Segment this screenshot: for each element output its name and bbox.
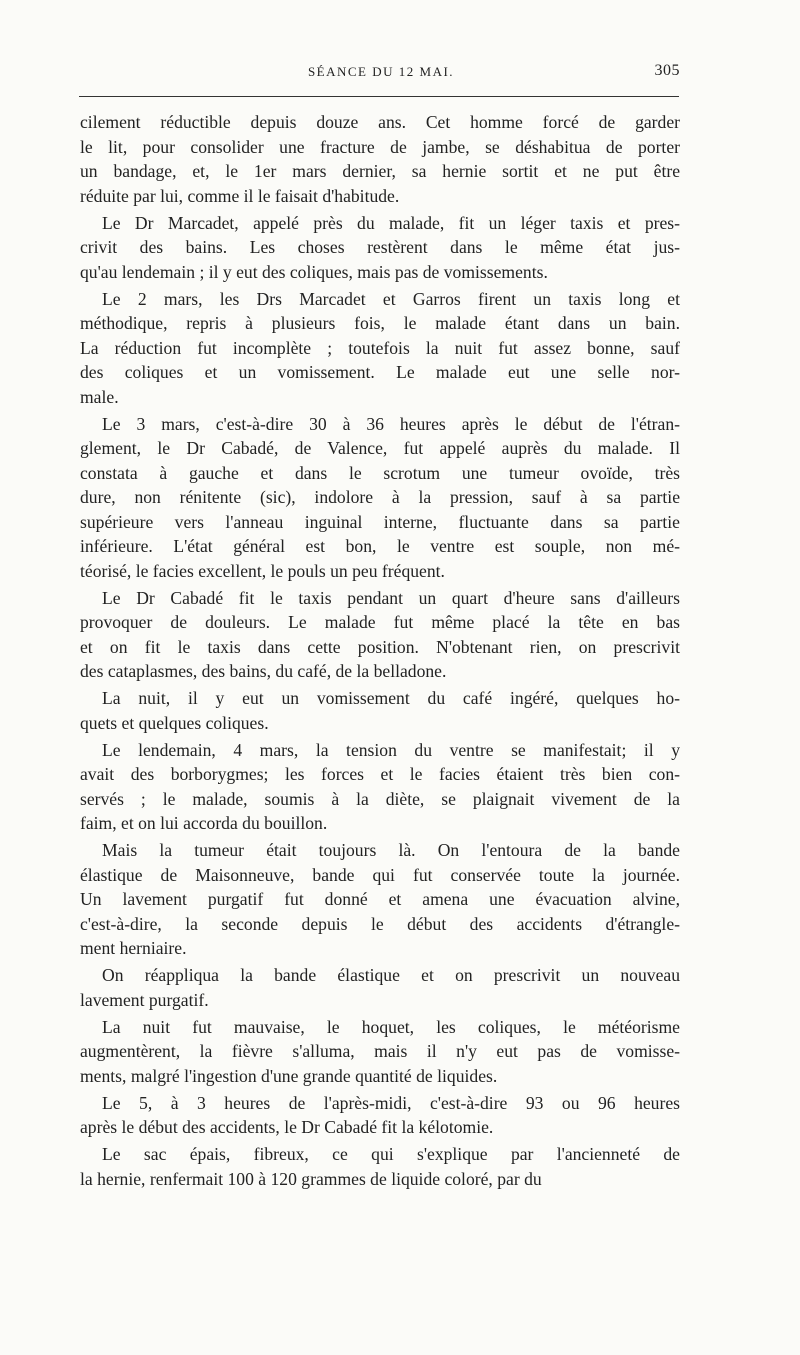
text-line: On réappliqua la bande élastique et on prescrivit un nouveau [102,965,680,985]
paragraph [80,838,680,961]
text-line: augmentèrent, la fièvre s'alluma, mais il n'y eut pas de vomisse- [80,1041,680,1061]
text-line: cilement réductible depuis douze ans. Cet homme forcé de garder [80,112,680,132]
text-line: supérieure vers l'anneau inguinal interne, fluctuante dans sa partie [80,511,680,532]
text-line: glement, le Dr Cabadé, de Valence, fut appelé auprès du malade. Il [80,438,680,458]
text-line: et on fit le taxis dans cette position. N'obtenant rien, on prescrivit [80,636,680,657]
body-text [80,110,680,1194]
text-line: ment herniaire. [80,938,187,958]
text-line: Le 5, à 3 heures de l'après-midi, c'est-à-dire 93 ou 96 heures [102,1092,680,1113]
paragraph [80,963,680,1012]
paragraph [80,1142,680,1191]
paragraph [80,738,680,836]
text-line: faim, et on lui accorda du bouillon. [80,813,328,833]
text-line: Le 2 mars, les Drs Marcadet et Garros firent un taxis long et [102,288,680,309]
page-number: 305 [654,62,680,79]
text-line: Le sac épais, fibreux, ce qui s'explique par l'ancienneté de [102,1144,680,1164]
header-rule [79,96,679,97]
text-line: provoquer de douleurs. Le malade fut même placé la tête en bas [80,612,680,632]
text-line: des cataplasmes, des bains, du café, de la belladone. [80,661,447,681]
text-line: Le Dr Cabadé fit le taxis pendant un quart d'heure sans d'ailleurs [102,587,680,608]
text-line: quets et quelques coliques. [80,712,269,733]
text-line: le lit, pour consolider une fracture de jambe, se déshabitua de porter [80,136,680,157]
text-line: méthodique, repris à plusieurs fois, le malade étant dans un bain. [80,313,680,333]
text-line: La nuit, il y eut un vomissement du café ingéré, quelques ho- [102,688,680,708]
text-line: lavement purgatif. [80,989,209,1010]
text-line: Mais la tumeur était toujours là. On l'entoura de la bande [102,840,680,860]
paragraph [80,1091,680,1140]
paragraph [80,287,680,410]
running-title: SÉANCE DU 12 MAI. [307,64,455,79]
text-line: crivit des bains. Les choses restèrent dans le même état jus- [80,237,680,257]
text-line: après le début des accidents, le Dr Cabadé fit la kélotomie. [80,1117,494,1137]
paragraph [80,110,680,208]
running-header [82,64,680,86]
text-line: réduite par lui, comme il le faisait d'habitude. [80,185,400,206]
text-line: des coliques et un vomissement. Le malade eut une selle nor- [80,362,680,382]
paragraph [80,211,680,285]
text-line: téorisé, le facies excellent, le pouls un peu fréquent. [80,560,445,581]
text-line: servés ; le malade, soumis à la diète, se plaignait vivement de la [80,788,680,809]
text-line: La réduction fut incomplète ; toutefois la nuit fut assez bonne, sauf [80,337,680,358]
text-line: la hernie, renfermait 100 à 120 grammes de liquide coloré, par du [80,1168,542,1189]
text-line: Le lendemain, 4 mars, la tension du ventre se manifestait; il y [102,739,680,760]
paragraph [80,686,680,735]
text-line: ments, malgré l'ingestion d'une grande quantité de liquides. [80,1065,498,1086]
text-line: un bandage, et, le 1er mars dernier, sa hernie sortit et ne put être [80,161,680,181]
text-line: avait des borborygmes; les forces et le facies étaient très bien con- [80,764,680,784]
text-line: élastique de Maisonneuve, bande qui fut conservée toute la journée. [80,864,680,885]
text-line: constata à gauche et dans le scrotum une tumeur ovoïde, très [80,462,680,483]
paragraph [80,412,680,584]
text-line: inférieure. L'état général est bon, le ventre est souple, non mé- [80,536,680,556]
text-line: male. [80,386,119,407]
text-line: qu'au lendemain ; il y eut des coliques, mais pas de vomissements. [80,261,548,282]
text-line: c'est-à-dire, la seconde depuis le début des accidents d'étrangle- [80,913,680,934]
text-line: Le Dr Marcadet, appelé près du malade, fit un léger taxis et pres- [102,212,680,233]
text-line: Un lavement purgatif fut donné et amena une évacuation alvine, [80,889,680,909]
text-line: La nuit fut mauvaise, le hoquet, les coliques, le météorisme [102,1016,680,1037]
paragraph [80,1015,680,1089]
text-line: dure, non rénitente (sic), indolore à la pression, sauf à sa partie [80,487,680,507]
text-line: Le 3 mars, c'est-à-dire 30 à 36 heures après le début de l'étran- [102,413,680,434]
paragraph [80,586,680,684]
